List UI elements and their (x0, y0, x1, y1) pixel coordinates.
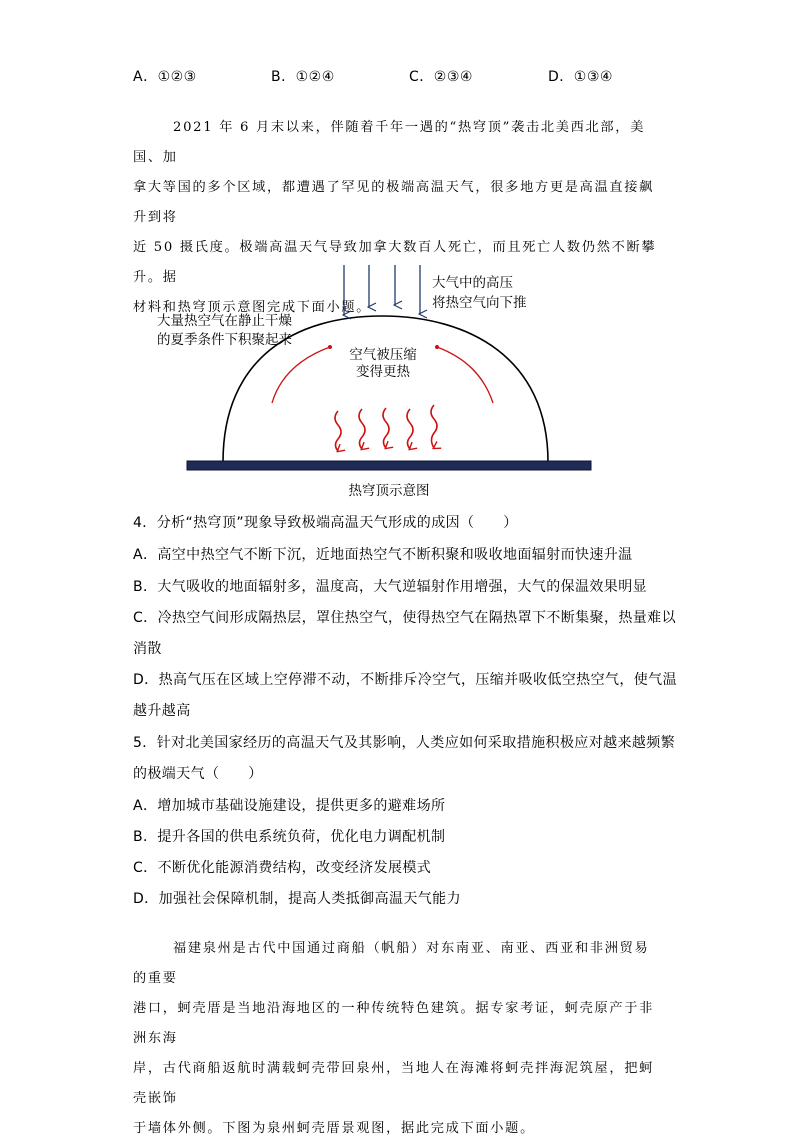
heat-wave-arrows (335, 405, 437, 451)
prev-option-c: C．②③④ (409, 69, 473, 85)
label-air-compressed: 空气被压缩 (349, 347, 417, 363)
q4-stem: 4．分析“热穹顶”现象导致极端高温天气形成的成因（ ） (133, 515, 518, 531)
passage-line: 材料和热穹顶示意图完成下面小题。 (133, 300, 372, 315)
q4-option-d-cont: 越升越高 (133, 703, 191, 719)
passage-line: 福建泉州是古代中国通过商船（帆船）对东南亚、南亚、西亚和非洲贸易的重要 (133, 941, 650, 986)
label-high-pressure: 大气中的高压 (432, 275, 513, 291)
q4-option-a: A．高空中热空气不断下沉，近地面热空气不断积聚和吸收地面辐射而快速升温 (133, 547, 633, 563)
prev-option-a: A．①②③ (133, 69, 197, 85)
diagram-caption: 热穹顶示意图 (348, 483, 430, 499)
q4-option-d: D．热高气压在区域上空停滞不动，不断排斥冷空气，压缩并吸收低空热空气，使气温 (133, 672, 677, 688)
passage-line: 近 50 摄氏度。极端高温天气导致加拿大数百人死亡，而且死亡人数仍然不断攀升。据 (133, 240, 657, 285)
q5-option-b: B．提升各国的供电系统负荷，优化电力调配机制 (133, 829, 446, 845)
q5-stem: 5．针对北美国家经历的高温天气及其影响，人类应如何采取措施积极应对越来越频繁 (133, 735, 676, 751)
label-hot-air-accumulate: 大量热空气在静止干燥 (157, 313, 292, 329)
passage-line: 2021 年 6 月末以来，伴随着千年一遇的“热穹顶”袭击北美西北部，美国、加 (133, 120, 646, 165)
passage-line: 于墙体外侧。下图为泉州蚵壳厝景观图，据此完成下面小题。 (133, 1121, 535, 1136)
passage-line: 港口，蚵壳厝是当地沿海地区的一种传统特色建筑。据专家考证，蚵壳原产于非洲东海 (133, 1001, 655, 1046)
ground-bar (187, 461, 591, 470)
q4-option-c: C．冷热空气间形成隔热层，罩住热空气，使得热空气在隔热罩下不断集聚，热量难以 (133, 610, 676, 626)
passage-oyster-shell-house (133, 934, 663, 1144)
q4-option-c-cont: 消散 (133, 641, 162, 657)
prev-option-b: B．①②④ (271, 69, 335, 85)
pressure-arrows (344, 265, 420, 315)
label-high-pressure-2: 将热空气向下推 (432, 295, 527, 311)
q5-option-d: D．加强社会保障机制，提高人类抵御高温天气能力 (133, 891, 461, 907)
label-hot-air-accumulate-2: 的夏季条件下积聚起来 (157, 332, 292, 348)
prev-option-d: D．①③④ (548, 69, 613, 85)
q5-option-a: A．增加城市基础设施建设，提供更多的避难场所 (133, 798, 446, 814)
heat-dome-diagram (150, 258, 610, 504)
label-air-compressed-2: 变得更热 (356, 364, 410, 380)
q5-option-c: C．不断优化能源消费结构，改变经济发展模式 (133, 860, 432, 876)
q5-stem-cont: 的极端天气（ ） (133, 766, 263, 782)
passage-line: 拿大等国的多个区域，都遭遇了罕见的极端高温天气，很多地方更是高温直接飙升到将 (133, 180, 655, 225)
passage-line: 岸，古代商船返航时满载蚵壳带回泉州，当地人在海滩将蚵壳拌海泥筑屋，把蚵壳嵌饰 (133, 1061, 655, 1106)
q4-option-b: B．大气吸收的地面辐射多，温度高，大气逆辐射作用增强，大气的保温效果明显 (133, 579, 648, 595)
